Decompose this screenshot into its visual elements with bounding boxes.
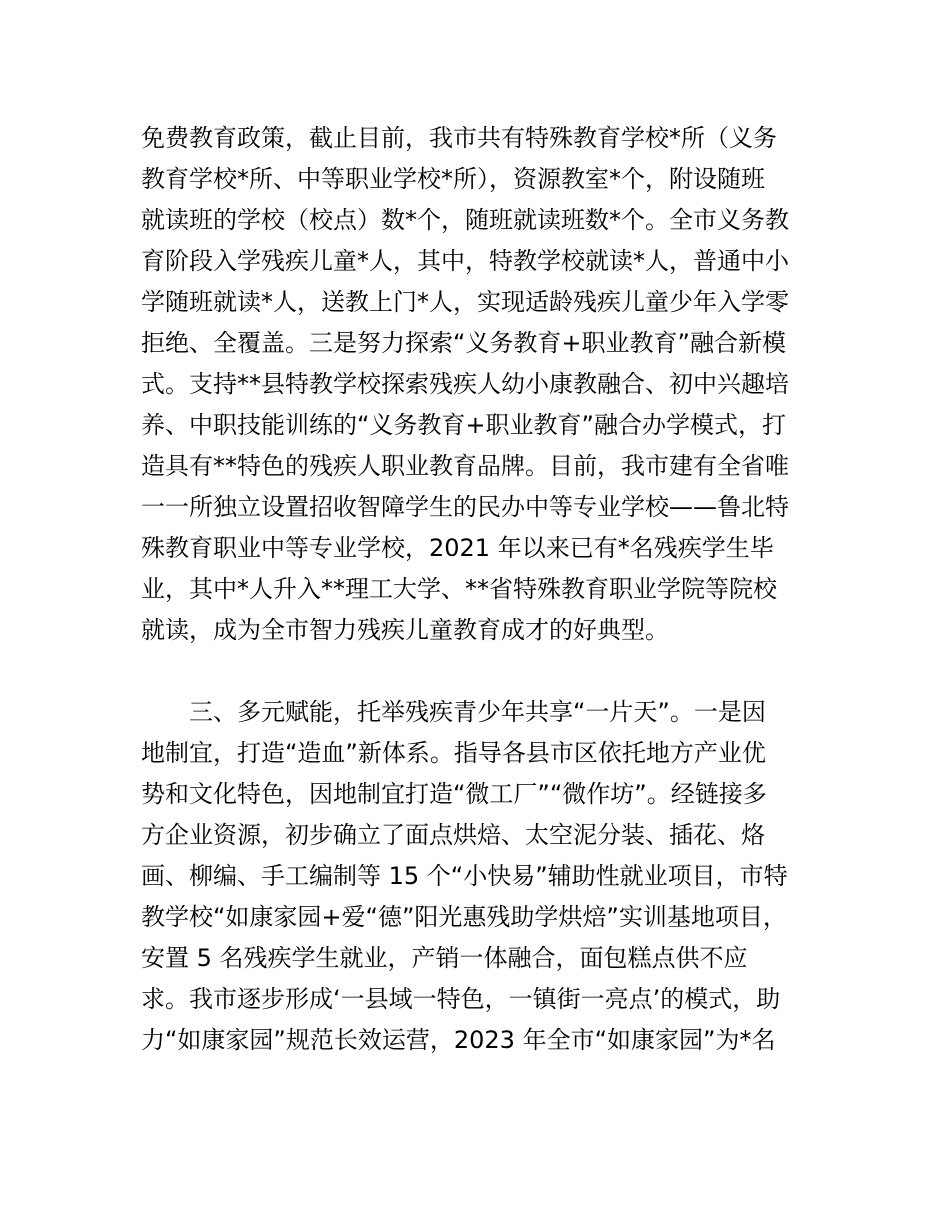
- text-line: 画、柳编、手工编制等 15 个“小快易”辅助性就业项目，市特: [141, 862, 788, 890]
- text-line: 力“如康家园”规范长效运营，2023 年全市“如康家园”为*名: [141, 1026, 776, 1054]
- text-line: 式。支持**县特教学校探索残疾人幼小康教融合、初中兴趣培: [141, 370, 789, 398]
- text-line: 地制宜，打造“造血”新体系。指导各县市区依托地方产业优: [141, 739, 766, 767]
- text-line: 求。我市逐步形成‘一县域一特色，一镇街一亮点’的模式，助: [141, 985, 781, 1013]
- text-line: 方企业资源，初步确立了面点烘焙、太空泥分装、插花、烙: [141, 821, 765, 849]
- text-line: 教学校“如康家园+爱“德”阳光惠残助学烘焙”实训基地项目，: [141, 903, 787, 931]
- text-line: 殊教育职业中等专业学校，2021 年以来已有*名残疾学生毕: [141, 534, 774, 562]
- paragraph-education-policy: [141, 118, 821, 651]
- text-line: 养、中职技能训练的“义务教育+职业教育”融合办学模式，打: [141, 411, 786, 439]
- text-line: 一一所独立设置招收智障学生的民办中等专业学校——鲁北特: [141, 493, 789, 521]
- text-line: 业，其中*人升入**理工大学、**省特殊教育职业学院等院校: [141, 575, 777, 603]
- text-line: 安置 5 名残疾学生就业，产销一体融合，面包糕点供不应: [141, 944, 748, 972]
- text-line: 三、多元赋能，托举残疾青少年共享“一片天”。一是因: [141, 698, 766, 726]
- text-line: 就读，成为全市智力残疾儿童教育成才的好典型。: [141, 616, 669, 644]
- text-line: 免费教育政策，截止目前，我市共有特殊教育学校*所（义务: [141, 124, 777, 152]
- paragraph-empowerment: [141, 692, 821, 1061]
- text-line: 教育学校*所、中等职业学校*所），资源教室*个，附设随班: [141, 165, 765, 193]
- text-line: 就读班的学校（校点）数*个，随班就读班数*个。全市义务教: [141, 206, 789, 234]
- text-line: 造具有**特色的残疾人职业教育品牌。目前，我市建有全省唯: [141, 452, 789, 480]
- text-line: 势和文化特色，因地制宜打造“微工厂”“微作坊”。经链接多: [141, 780, 767, 808]
- text-line: 拒绝、全覆盖。三是努力探索“义务教育+职业教育”融合新模: [141, 329, 786, 357]
- text-line: 学随班就读*人，送教上门*人，实现适龄残疾儿童少年入学零: [141, 288, 789, 316]
- text-line: 育阶段入学残疾儿童*人，其中，特教学校就读*人，普通中小: [141, 247, 789, 275]
